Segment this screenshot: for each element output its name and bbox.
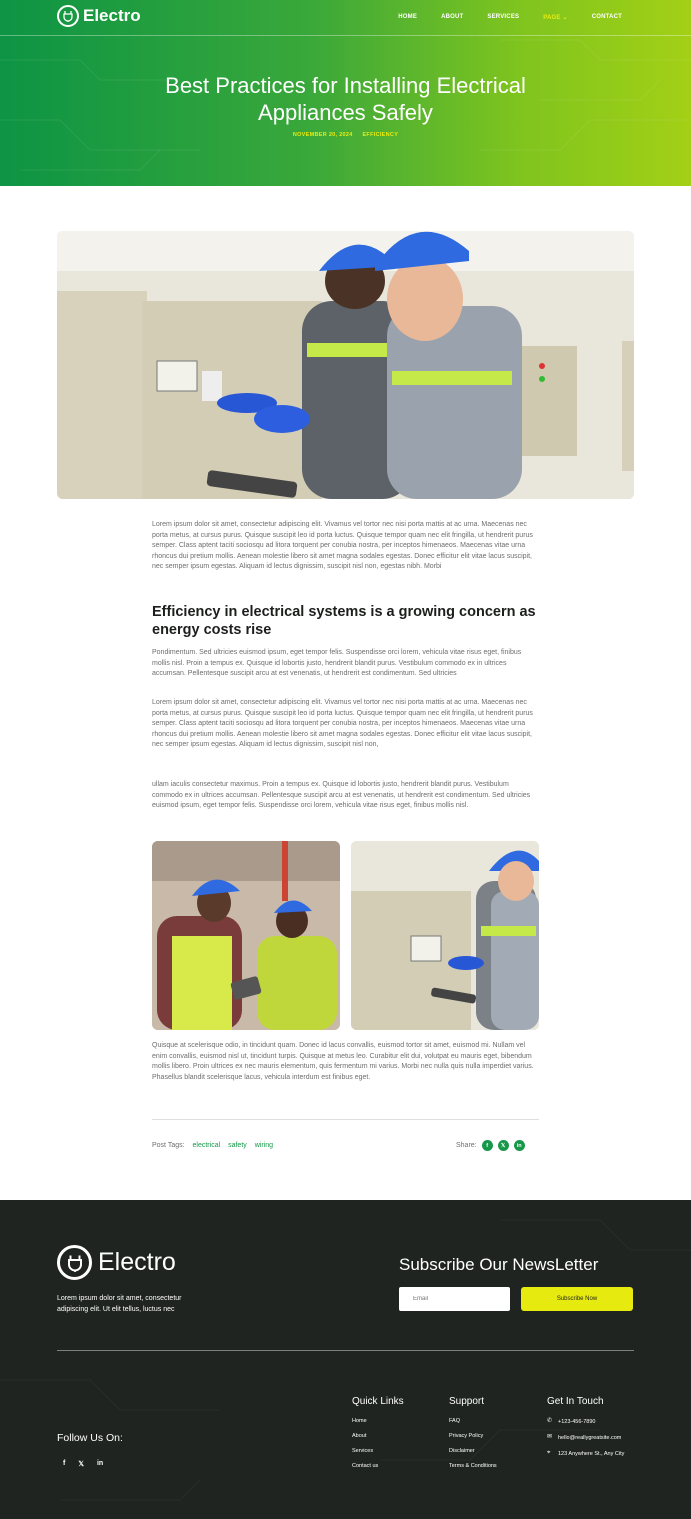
share-bar — [456, 1140, 525, 1151]
footer-divider — [57, 1350, 634, 1351]
main-menu — [374, 14, 622, 21]
quick-links-title: Quick Links — [352, 1396, 404, 1407]
footer-link-contact[interactable]: Contact us — [352, 1463, 379, 1469]
article-paragraph-2: Pondimentum. Sed ultricies euismod ipsum, eget tempor felis. Suspendisse orci lorem, vehicula vitae risus eget, finibus mollis nisl. Proin a tempus ex. Quisque id lobortis justo, hendrerit blandit purus. Vestibulum commodo ex in ultrices accumsan. Pellentesque suscipit arcu at est venenatis, ut hendrerit est condimentum. Sed ultricies — [152, 649, 522, 678]
nav-contact[interactable]: CONTACT — [591, 14, 622, 20]
gallery-image-2 — [351, 841, 539, 1030]
mail-icon: ✉ — [547, 1434, 553, 1440]
newsletter-title: Subscribe Our NewsLetter — [399, 1255, 599, 1274]
linkedin-icon[interactable]: in — [514, 1140, 525, 1151]
nav-services[interactable]: SERVICES — [487, 14, 520, 20]
tag-wiring[interactable]: wiring — [254, 1142, 274, 1149]
contact-column — [547, 1396, 624, 1466]
footer-description: Lorem ipsum dolor sit amet, consectetur adipiscing elit. Ut elit tellus, luctus nec — [57, 1295, 182, 1313]
linkedin-icon[interactable]: in — [96, 1460, 104, 1467]
footer-link-terms[interactable]: Terms & Conditions — [449, 1463, 497, 1469]
contact-email[interactable] — [547, 1434, 624, 1441]
article-paragraph-1: Lorem ipsum dolor sit amet, consectetur adipiscing elit. Vivamus vel tortor nec nisi porta mattis at ac urna. Maecenas nec porta metus, at cursus purus. Quisque suscipit leo id porta luctus. Quisque tempor quam nec elit fringilla, ut hendrerit purus semper. Class aptent taciti sociosqu ad litora torquent per conubia nostra, per inceptos himenaeos. Maecenas vitae urna rhoncus dui pretium mollis. Aenean molestie libero sit amet magna sodales egestas. Donec efficitur elit vitae lacus suscipit, nec semper ipsum egestas. Aliquam id lectus dignissim, suscipit nisl non, egestas nibh. Morbi — [152, 521, 533, 571]
brand-logo[interactable] — [57, 5, 141, 27]
footer-link-about[interactable]: About — [352, 1433, 367, 1439]
article-divider — [152, 1119, 539, 1120]
article-subheading: Efficiency in electrical systems is a growing concern as energy costs rise — [152, 604, 536, 638]
site-footer — [0, 1200, 691, 1519]
post-tags — [152, 1142, 273, 1149]
article-paragraph-3: Lorem ipsum dolor sit amet, consectetur adipiscing elit. Vivamus vel tortor nec nisi porta mattis at ac urna. Maecenas nec porta metus, at cursus purus. Quisque suscipit leo id porta luctus. Quisque tempor quam nec elit fringilla, ut hendrerit purus semper. Class aptent taciti sociosqu ad litora torquent per conubia nostra, per inceptos himenaeos. Maecenas vitae urna rhoncus dui pretium mollis. Aenean molestie libero sit amet magna sodales egestas. Donec efficitur elit vitae lacus suscipit, nec semper ipsum egestas. Aliquam id lectus dignissim, suscipit nisl non, — [152, 699, 533, 749]
phone-icon: ✆ — [547, 1418, 553, 1424]
page-title-line2: Appliances Safely — [258, 100, 433, 125]
share-label: Share: — [456, 1142, 477, 1149]
article-paragraph-4: ullam iaculis consectetur maximus. Proin a tempus ex. Quisque id lobortis justo, hendrerit blandit purus. Vestibulum commodo ex in ultrices accumsan. Pellentesque suscipit arcu at est venenatis, ut hendrerit est condimentum. Sed ultricies euismod ipsum, eget tempor felis. Suspendisse orci lorem, vehicula vitae risus eget, finibus mollis nisl. — [152, 781, 531, 810]
contact-address-text: 123 Anywhere St., Any City — [558, 1450, 625, 1457]
page-title-line1: Best Practices for Installing Electrical — [165, 73, 526, 98]
post-tags-label: Post Tags: — [152, 1142, 185, 1149]
footer-link-faq[interactable]: FAQ — [449, 1418, 461, 1424]
contact-phone[interactable] — [547, 1418, 624, 1425]
contact-email-text: hello@reallygreatsite.com — [558, 1434, 622, 1441]
plug-icon — [57, 1245, 92, 1280]
footer-link-privacy[interactable]: Privacy Policy — [449, 1433, 484, 1439]
tag-safety[interactable]: safety — [228, 1142, 247, 1149]
facebook-icon[interactable]: f — [63, 1460, 66, 1467]
featured-image — [57, 231, 634, 499]
post-meta — [0, 132, 691, 138]
footer-link-disclaimer[interactable]: Disclaimer — [449, 1448, 475, 1454]
subscribe-button[interactable]: Subscribe Now — [521, 1287, 633, 1311]
gallery-image-1 — [152, 841, 340, 1030]
footer-link-home[interactable]: Home — [352, 1418, 367, 1424]
footer-brand-logo[interactable] — [57, 1245, 176, 1280]
footer-brand-name: Electro — [98, 1248, 176, 1276]
quick-links-column — [352, 1396, 404, 1478]
top-nav — [0, 0, 691, 36]
nav-page-dropdown[interactable]: PAGE ⌄ — [543, 15, 568, 21]
facebook-icon[interactable]: f — [482, 1140, 493, 1151]
footer-social — [63, 1460, 103, 1468]
tag-electrical[interactable]: electrical — [192, 1142, 221, 1149]
contact-phone-text: +123-456-7890 — [558, 1418, 596, 1425]
location-pin-icon: ⌖ — [547, 1450, 551, 1456]
nav-about[interactable]: ABOUT — [441, 14, 464, 20]
article-paragraph-5: Quisque at scelerisque odio, in tincidunt quam. Donec id lacus convallis, euismod tortor sit amet, euismod mi. Nullam vel enim convallis, euismod nisl ut, tincidunt turpis. Quisque at metus leo. Curabitur elit dui, volutpat eu mauris eget, bibendum mollis libero. Proin ultrices ex nec mauris elementum, quis fermentum mi varius. Morbi nec nulla quis nulla imperdiet varius. Phasellus blandit scelerisque lacus, vehicula interdum est finibus eget. — [152, 1042, 534, 1081]
post-category[interactable]: EFFICIENCY — [362, 132, 399, 138]
follow-label: Follow Us On: — [57, 1432, 123, 1444]
contact-title: Get In Touch — [547, 1396, 604, 1407]
contact-address — [547, 1450, 624, 1457]
footer-link-services[interactable]: Services — [352, 1448, 374, 1454]
nav-home[interactable]: HOME — [398, 14, 418, 20]
support-column — [449, 1396, 497, 1478]
post-date: NOVEMBER 20, 2024 — [292, 132, 353, 138]
support-title: Support — [449, 1396, 485, 1407]
plug-icon — [57, 5, 79, 27]
x-twitter-icon[interactable]: 𝕏 — [78, 1461, 84, 1468]
hero-banner — [0, 0, 691, 186]
newsletter-email-input[interactable] — [399, 1287, 510, 1311]
brand-name: Electro — [83, 6, 141, 25]
x-twitter-icon[interactable]: 𝕏 — [498, 1140, 509, 1151]
page-title — [0, 72, 691, 126]
